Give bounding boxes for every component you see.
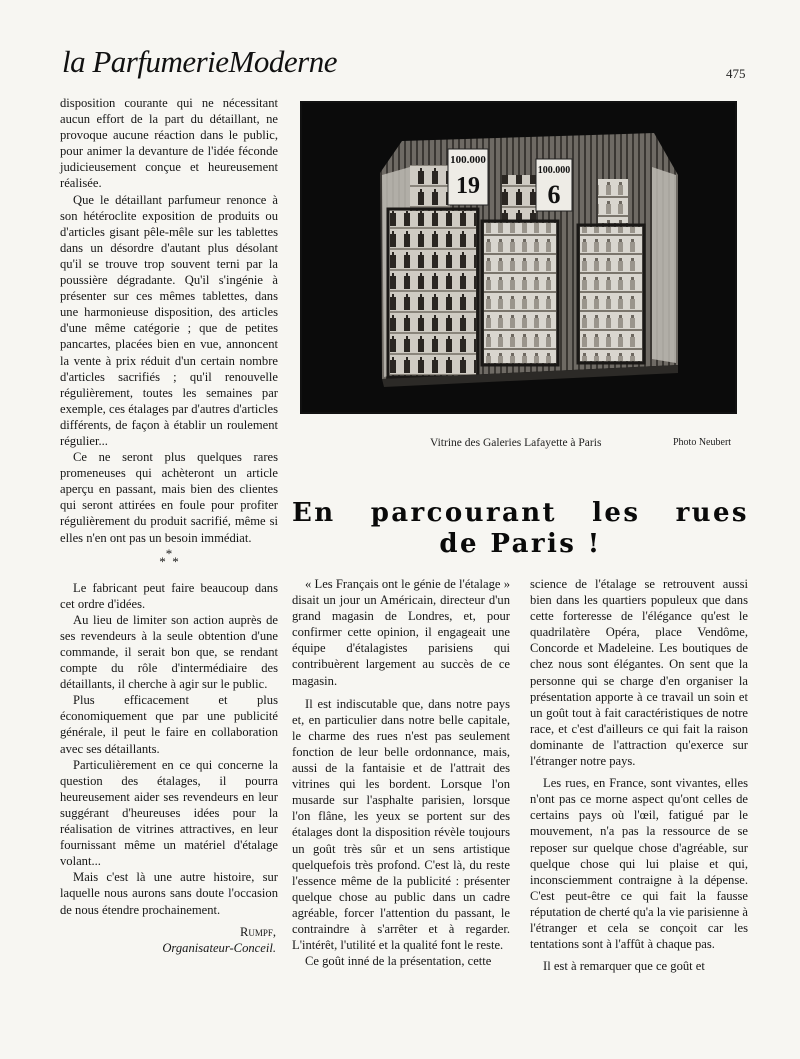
paragraph: Les rues, en France, sont vivantes, elles n'ont pas ce morne aspect qu'ont celles de certains pays où l'œil, fatigué par le mouvement, n'a pas la ressource de se reposer sur quelque chose d'agréable, sur quelque chose qui lui plaise et qui, inconsciemment contraigne à la dépense. C'est peut-être ce qui fait la fausse réputation de cherté qu'a la vie parisienne à l'étranger et cela se conçoit car les tentations sont à l'affût à chaque pas. (530, 776, 749, 952)
paragraph: Plus efficacement et plus économiquement que par une publicité générale, il peut le faire en collaboration avec ses détaillants. (60, 693, 278, 756)
middle-column (292, 576, 510, 969)
signature (60, 924, 278, 956)
masthead: la ParfumerieModerne (62, 44, 337, 79)
headline-line-2: de Paris ! (439, 529, 602, 559)
section-separator (60, 545, 278, 569)
author-title: Organisateur-Conceil. (162, 940, 276, 955)
separator-star: * (172, 553, 179, 569)
separator-stars (60, 553, 278, 569)
paragraph: Il est à remarquer que ce goût et (543, 959, 705, 974)
paragraph: Au lieu de limiter son action auprès de ses revendeurs à la seule obtention d'une commande, il serait bon que, se rendant compte du rôle d'intermédiaire des détaillants, il cherche à agir sur le public. (60, 612, 278, 692)
photo-caption: Vitrine des Galeries Lafayette à Paris (430, 437, 602, 449)
paragraph: Ce goût inné de la présentation, cette (305, 954, 492, 969)
paragraph: science de l'étalage se retrouvent aussi bien dans les quartiers populeux que dans cette forteresse de l'élégance qu'est le quadrilatère Opéra, place Vendôme, Concorde et Madeleine. Les boutiques de chez nous sont élégantes. On sent que la personne qui se charge d'en organiser la présentation apporte à ce travail un soin et un goût tout à fait caractéristiques de notre race, et c'est d'ailleurs ce qui fait la raison dominante de l'attraction qu'exerce sur l'étranger notre pays. (530, 577, 748, 769)
shop-window-photo (300, 101, 737, 414)
article-headline (292, 498, 749, 559)
paragraph: Mais c'est là une autre histoire, sur laquelle nous aurons sans doute l'occasion de nous étendre prochainement. (60, 870, 278, 917)
price-sign-price: 6 (547, 180, 561, 209)
headline-word: rues (675, 498, 749, 528)
headline-word: parcourant (370, 498, 557, 528)
headline-word: En (292, 498, 336, 528)
separator-star: * (159, 553, 166, 569)
photo-credit: Photo Neubert (673, 437, 732, 448)
headline-line-1 (292, 498, 749, 528)
price-sign-top: 100.000 (537, 165, 571, 176)
price-sign-right (536, 159, 572, 211)
price-sign-top: 100.000 (450, 154, 486, 166)
page-number: 475 (726, 66, 746, 81)
separator-star: * (165, 545, 173, 561)
paragraph: disposition courante qui ne nécessitant aucun effort de la part du détaillant, ne provoque aucune réaction dans le public, pour animer la devanture de l'idée féconde judicieusement conçue et heureusement réalisée. (60, 96, 278, 191)
left-column (60, 95, 278, 956)
paragraph: Que le détaillant parfumeur renonce à son hétéroclite exposition de produits ou d'articles gisant pêle-mêle sur les tablettes dans un désordre d'autant plus désolant qu'il se trouve trop souvent terni par la poussière dégradante. Qu'il s'ingénie à présenter sur ces mêmes tablettes, dans une harmonieuse disposition, des articles d'une même catégorie ; que de petites pancartes, placées bien en vue, annoncent la vente à prix réduit d'un certain nombre d'articles sacrifiés ; qu'il renouvelle régulièrement, toutes les semaines par exemple, ces étalages par d'autres d'articles différents, de façon à établir un roulement régulier... (60, 192, 278, 448)
price-sign-price: 19 (456, 173, 480, 199)
paragraph: Le fabricant peut faire beaucoup dans cet ordre d'idées. (60, 580, 278, 611)
paragraph: « Les Français ont le génie de l'étalage » disait un jour un Américain, directeur d'un grand magasin de Londres, et, pour confirmer cette opinion, il engageait une équipe d'étalagistes parisiens qui contribuèrent largement au succès de ce magasin. (292, 577, 510, 688)
price-sign-left (448, 149, 488, 205)
shop-window-illustration (302, 103, 735, 412)
paragraph: Particulièrement en ce qui concerne la question des étalages, il pourra heureusement aider ses revendeurs en leur suggérant d'heureuses idées pour la réalisation de vitrines attractives, en leur fournissant même un matériel d'étalage volant... (60, 757, 278, 869)
right-column (530, 576, 748, 974)
author-name: Rumpf, (239, 924, 276, 939)
paragraph: Ce ne seront plus quelques rares promeneuses qui achèteront un article aperçu en passant, mais bien des clientes qui seront attirées en foule pour profiter régulièrement du produit sacrifié, même si elles n'en ont pas un besoin immédiat. (60, 450, 278, 545)
paragraph: Il est indiscutable que, dans notre pays et, en particulier dans notre belle capitale, le charme des rues n'est pas seulement fonction de leur belle ordonnance, mais, aussi de la fantaisie et de l'attrait des vitrines qui les bordent. Lorsque l'on musarde sur l'asphalte parisien, lorsque l'on flâne, les yeux se portent sur des étalages dont la disposition révèle toujours un goût très sûr et un sens artistique quelquefois très profond. C'est là, du reste l'essence même de la publicité : présenter quelque chose au public dans un cadre agréable, forcer l'attention du passant, le contraindre à s'arrêter et à regarder. L'intérêt, l'utilité et la qualité font le reste. (292, 696, 510, 953)
headline-word: les (592, 498, 641, 528)
